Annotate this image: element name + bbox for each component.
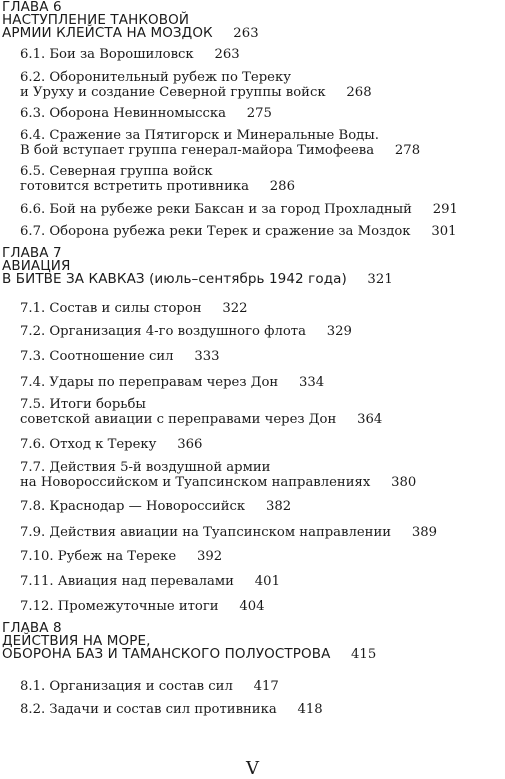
page-number: 263 — [233, 26, 259, 41]
chapter-title-line: АРМИИ КЛЕЙСТА НА МОЗДОК — [2, 25, 213, 41]
page-number: 329 — [326, 324, 352, 339]
toc-section-7-5[interactable] — [20, 398, 390, 427]
page-number: 322 — [222, 301, 248, 316]
page-number: 268 — [346, 84, 372, 100]
toc-section-8-2[interactable] — [20, 703, 331, 718]
page-number: 401 — [254, 574, 280, 589]
section-title: В бой вступает группа генерал-майора Тимофеева — [20, 142, 375, 158]
page-number: 392 — [197, 549, 223, 564]
section-title: 7.11. Авиация над перевалами — [20, 574, 234, 589]
page-number: 415 — [350, 647, 377, 662]
page-folio: V — [246, 758, 259, 779]
toc-section-6-1[interactable] — [20, 48, 248, 63]
section-title: 7.5. Итоги борьбы — [20, 397, 146, 412]
chapter-7-entry[interactable] — [2, 247, 401, 286]
page-number: 321 — [367, 272, 393, 287]
page-number: 366 — [177, 437, 203, 452]
toc-section-7-4[interactable] — [20, 376, 332, 391]
section-title: 7.10. Рубеж на Тереке — [20, 549, 177, 564]
chapter-title-line: ДЕЙСТВИЯ НА МОРЕ, — [2, 633, 151, 649]
toc-section-7-12[interactable] — [20, 600, 273, 615]
toc-section-6-4[interactable] — [20, 129, 428, 158]
toc-section-7-10[interactable] — [20, 550, 230, 565]
section-title: 8.2. Задачи и состав сил противника — [20, 702, 277, 717]
toc-section-6-2[interactable] — [20, 71, 380, 100]
section-title: 7.1. Состав и силы сторон — [20, 301, 202, 316]
section-title: 7.4. Удары по переправам через Дон — [20, 375, 279, 390]
chapter-heading: ГЛАВА 8 — [2, 620, 62, 636]
section-title: 7.7. Действия 5-й воздушной армии — [20, 460, 271, 475]
page-number: 380 — [391, 474, 417, 490]
page-number: 364 — [357, 411, 383, 427]
toc-section-6-6[interactable] — [20, 203, 466, 218]
section-title: 7.12. Промежуточные итоги — [20, 599, 219, 614]
toc-section-6-3[interactable] — [20, 107, 280, 122]
section-title: 6.2. Оборонительный рубеж по Тереку — [20, 70, 291, 85]
section-title: готовится встретить противника — [20, 178, 249, 194]
toc-section-7-3[interactable] — [20, 350, 228, 365]
page-number: 278 — [394, 142, 421, 158]
section-title: 6.3. Оборона Невинномысска — [20, 106, 226, 121]
toc-section-7-9[interactable] — [20, 526, 445, 541]
page-number: 286 — [269, 178, 295, 194]
chapter-6-entry[interactable] — [2, 1, 267, 40]
page-number: 291 — [432, 202, 458, 217]
chapter-title-line: НАСТУПЛЕНИЕ ТАНКОВОЙ — [2, 12, 190, 28]
page-number: 263 — [214, 47, 240, 62]
toc-section-8-1[interactable] — [20, 680, 287, 695]
chapter-heading: ГЛАВА 6 — [2, 0, 62, 15]
section-title: 6.6. Бой на рубеже реки Баксан и за город Прохладный — [20, 202, 412, 217]
toc-section-7-6[interactable] — [20, 438, 210, 453]
page-number: 333 — [194, 349, 220, 364]
section-title: 7.6. Отход к Тереку — [20, 437, 157, 452]
page-number: 301 — [431, 224, 457, 239]
page-number: 389 — [411, 525, 438, 540]
toc-section-7-2[interactable] — [20, 325, 360, 340]
section-title: 6.1. Бои за Ворошиловск — [20, 47, 194, 62]
page-number: 418 — [297, 702, 323, 717]
chapter-title-line: АВИАЦИЯ — [2, 258, 71, 274]
toc-section-7-8[interactable] — [20, 500, 299, 515]
page-number: 275 — [246, 106, 272, 121]
page-number: 382 — [265, 499, 292, 514]
chapter-8-entry[interactable] — [2, 622, 384, 661]
chapter-title-line: В БИТВЕ ЗА КАВКАЗ (июль–сентябрь 1942 года) — [2, 271, 347, 287]
section-title: на Новороссийском и Туапсинском направлениях — [20, 474, 371, 490]
section-title: 8.1. Организация и состав сил — [20, 679, 233, 694]
toc-section-7-11[interactable] — [20, 575, 288, 590]
section-title: 6.4. Сражение за Пятигорск и Минеральные Воды. — [20, 128, 379, 143]
toc-section-7-1[interactable] — [20, 302, 256, 317]
toc-section-7-7[interactable] — [20, 461, 424, 490]
section-title: 7.8. Краснодар — Новороссийск — [20, 499, 246, 514]
section-title: 7.3. Соотношение сил — [20, 349, 174, 364]
chapter-title-line: ОБОРОНА БАЗ И ТАМАНСКОГО ПОЛУОСТРОВА — [2, 646, 331, 662]
page-number: 334 — [299, 375, 325, 390]
section-title: 7.2. Организация 4-го воздушного флота — [20, 324, 306, 339]
section-title: и Уруху и создание Северной группы войск — [20, 84, 326, 100]
section-title: 6.7. Оборона рубежа реки Терек и сражение за Моздок — [20, 224, 411, 239]
page-number: 417 — [253, 679, 279, 694]
section-title: 6.5. Северная группа войск — [20, 164, 213, 179]
page-number: 404 — [239, 599, 265, 614]
section-title: 7.9. Действия авиации на Туапсинском направлении — [20, 525, 392, 540]
chapter-heading: ГЛАВА 7 — [2, 245, 62, 261]
section-title: советской авиации с переправами через Дон — [20, 411, 337, 427]
toc-section-6-5[interactable] — [20, 165, 303, 194]
toc-section-6-7[interactable] — [20, 225, 465, 240]
